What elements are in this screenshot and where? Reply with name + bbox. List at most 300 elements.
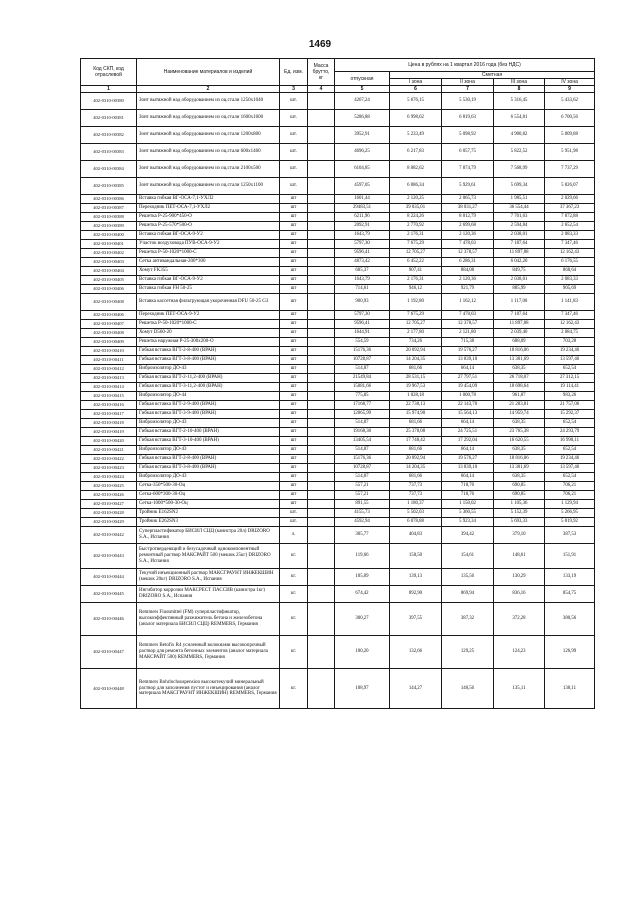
item-price-zone-2: 5 360,55 — [442, 509, 494, 518]
table-row — [81, 204, 595, 213]
item-name: Гибкая вставка ВГТ-3-9-400 (ВРАН) — [137, 410, 280, 419]
item-price-zone-2: 715,38 — [442, 338, 494, 347]
item-name: Решетка Р-25-570*500-О — [137, 222, 280, 231]
column-number: 9 — [545, 86, 595, 93]
table-row — [81, 603, 595, 636]
table-body — [81, 93, 595, 709]
item-price-zone-4: 652,54 — [545, 473, 595, 482]
item-release-price: 1643,79 — [335, 276, 390, 285]
item-unit: шт. — [280, 161, 308, 178]
table-row — [81, 222, 595, 231]
item-price-zone-2: 19 576,27 — [442, 455, 494, 464]
item-price-zone-2: 22 143,70 — [442, 401, 494, 410]
item-price-zone-1: 397,55 — [390, 603, 442, 636]
table-row — [81, 249, 595, 258]
item-price-zone-1: 907,41 — [390, 267, 442, 276]
item-price-zone-1: 20 092,94 — [390, 455, 442, 464]
item-price-zone-1: 737,73 — [390, 491, 442, 500]
item-price-zone-1: 14 204,35 — [390, 356, 442, 365]
item-name: Зонт вытяжной над оборудованием из оц.стали 600х1460 — [137, 144, 280, 161]
item-name: Быстротвердеющий и безусадочный однокомпонентный ремонтный раствор МАКСРАЙТ 500 (мешок 25кг) DRIZORO S.A., Испания — [137, 544, 280, 569]
item-price-zone-1: 12 705,27 — [390, 249, 442, 258]
item-price-zone-1: 158,50 — [390, 544, 442, 569]
item-price-zone-4: 19 114,41 — [545, 383, 595, 392]
item-code: 402-0310-00418 — [81, 419, 137, 428]
item-code: 402-0310-00426 — [81, 491, 137, 500]
item-code: 402-0310-00415 — [81, 392, 137, 401]
item-code: 402-0310-00382 — [81, 127, 137, 144]
item-price-zone-2: 718,76 — [442, 491, 494, 500]
table-row — [81, 446, 595, 455]
table-row — [81, 482, 595, 491]
item-unit: кг. — [280, 636, 308, 669]
item-unit: кг. — [280, 544, 308, 569]
item-price-zone-3: 13 301,69 — [494, 464, 545, 473]
item-name: Виброизолятор ДО-43 — [137, 473, 280, 482]
item-name: Сетка антивандальная-200*300 — [137, 258, 280, 267]
item-price-zone-3: 690,85 — [494, 491, 545, 500]
item-release-price: 3952,91 — [335, 127, 390, 144]
item-price-zone-1: 734,26 — [390, 338, 442, 347]
item-release-price: 9596,41 — [335, 320, 390, 329]
item-price-zone-3: 2 038,01 — [494, 276, 545, 285]
item-mass — [308, 428, 335, 437]
table-row — [81, 110, 595, 127]
item-mass — [308, 267, 335, 276]
item-price-zone-1: 139,13 — [390, 569, 442, 586]
item-price-zone-2: 140,56 — [442, 669, 494, 709]
item-price-zone-1: 8 082,62 — [390, 161, 442, 178]
item-name: Виброизолятор ДО-43 — [137, 446, 280, 455]
item-unit: кг. — [280, 669, 308, 709]
column-number: 6 — [390, 86, 442, 93]
item-code: 402-0310-00420 — [81, 437, 137, 446]
item-code: 402-0310-00414 — [81, 383, 137, 392]
item-price-zone-2: 2 120,36 — [442, 231, 494, 240]
item-release-price: 4155,73 — [335, 509, 390, 518]
item-price-zone-3: 638,35 — [494, 473, 545, 482]
item-unit: шт — [280, 401, 308, 410]
item-price-zone-2: 17 292,04 — [442, 437, 494, 446]
item-price-zone-2: 5 923,34 — [442, 518, 494, 527]
item-release-price: 300,27 — [335, 603, 390, 636]
item-unit: шт — [280, 428, 308, 437]
item-price-zone-3: 6 554,81 — [494, 110, 545, 127]
item-price-zone-3: 5 699,34 — [494, 178, 545, 195]
item-code: 402-0310-00403 — [81, 258, 137, 267]
item-release-price: 554,59 — [335, 338, 390, 347]
item-price-zone-2: 5 929,61 — [442, 178, 494, 195]
item-name: Вставка гибкая ВГ-ОСА-7,1-УХЛ2 — [137, 195, 280, 204]
item-price-zone-1: 12 705,27 — [390, 320, 442, 329]
item-unit: шт — [280, 383, 308, 392]
item-unit: шт. — [280, 144, 308, 161]
item-price-zone-2: 19 454,09 — [442, 383, 494, 392]
item-price-zone-1: 39 035,01 — [390, 204, 442, 213]
column-number: 7 — [442, 86, 494, 93]
item-price-zone-1: 737,73 — [390, 482, 442, 491]
table-row — [81, 144, 595, 161]
item-code: 402-0310-00446 — [81, 603, 137, 636]
table-row — [81, 392, 595, 401]
item-price-zone-2: 7 478,03 — [442, 240, 494, 249]
item-price-zone-4: 12 162,43 — [545, 320, 595, 329]
item-price-zone-3: 13 301,69 — [494, 356, 545, 365]
item-unit: шт — [280, 294, 308, 311]
item-code: 402-0310-00383 — [81, 144, 137, 161]
item-unit: л. — [280, 527, 308, 544]
item-unit: шт — [280, 374, 308, 383]
item-code: 402-0310-00448 — [81, 669, 137, 709]
item-unit: кг. — [280, 586, 308, 603]
item-price-zone-2: 394,42 — [442, 527, 494, 544]
item-code: 402-0310-00386 — [81, 195, 137, 204]
item-price-zone-4: 5 819,92 — [545, 518, 595, 527]
item-unit: шт — [280, 392, 308, 401]
item-price-zone-1: 25 378,08 — [390, 428, 442, 437]
item-code: 402-0310-00385 — [81, 178, 137, 195]
item-price-zone-4: 6 176,55 — [545, 258, 595, 267]
item-mass — [308, 311, 335, 320]
item-code: 402-0310-00402 — [81, 249, 137, 258]
item-price-zone-3: 5 152,39 — [494, 509, 545, 518]
item-price-zone-1: 20 092,94 — [390, 347, 442, 356]
item-code: 402-0310-00424 — [81, 473, 137, 482]
item-mass — [308, 455, 335, 464]
item-price-zone-3: 135,11 — [494, 669, 545, 709]
item-name: Гибкая вставка ВГТ-2-8-400 (ВРАН) — [137, 455, 280, 464]
item-price-zone-3: 638,35 — [494, 365, 545, 374]
item-name: Виброизолятор ДО-43 — [137, 419, 280, 428]
item-price-zone-4: 5 826,07 — [545, 178, 595, 195]
table-row — [81, 127, 595, 144]
item-price-zone-1: 681,66 — [390, 419, 442, 428]
item-price-zone-2: 664,14 — [442, 446, 494, 455]
item-unit: шт — [280, 329, 308, 338]
item-mass — [308, 419, 335, 428]
item-mass — [308, 294, 335, 311]
item-unit: шт — [280, 276, 308, 285]
column-number: 5 — [335, 86, 390, 93]
table-row — [81, 419, 595, 428]
item-release-price: 4696,25 — [335, 144, 390, 161]
price-table — [80, 58, 595, 709]
column-number: 1 — [81, 86, 137, 93]
item-price-zone-4: 21 757,06 — [545, 401, 595, 410]
item-price-zone-4: 1 129,94 — [545, 500, 595, 509]
item-mass — [308, 401, 335, 410]
item-unit: шт — [280, 222, 308, 231]
item-price-zone-2: 7 478,03 — [442, 311, 494, 320]
item-price-zone-2: 387,32 — [442, 603, 494, 636]
item-mass — [308, 603, 335, 636]
item-mass — [308, 240, 335, 249]
item-code: 402-0310-00444 — [81, 569, 137, 586]
item-name: Гибкая вставка ВГТ-2-10-400 (ВРАН) — [137, 428, 280, 437]
item-code: 402-0310-00406 — [81, 285, 137, 294]
item-release-price: 775,85 — [335, 392, 390, 401]
item-release-price: 714,61 — [335, 285, 390, 294]
item-unit: шт — [280, 356, 308, 365]
header-name: Наименование материалов и изделий — [137, 59, 280, 86]
item-mass — [308, 338, 335, 347]
item-price-zone-4: 5 009,88 — [545, 127, 595, 144]
item-price-zone-3: 5 316,45 — [494, 93, 545, 110]
item-price-zone-1: 892,90 — [390, 586, 442, 603]
item-price-zone-2: 27 797,51 — [442, 374, 494, 383]
header-zone-3: III зона — [494, 79, 545, 86]
item-release-price: 15176,36 — [335, 455, 390, 464]
table-row — [81, 285, 595, 294]
item-price-zone-4: 7 737,29 — [545, 161, 595, 178]
item-unit: шт — [280, 195, 308, 204]
item-mass — [308, 669, 335, 709]
item-release-price: 685,37 — [335, 267, 390, 276]
table-row — [81, 213, 595, 222]
item-price-zone-2: 718,76 — [442, 482, 494, 491]
item-price-zone-1: 19 967,53 — [390, 383, 442, 392]
item-price-zone-2: 6 057,75 — [442, 144, 494, 161]
item-price-zone-3: 885,99 — [494, 285, 545, 294]
item-release-price: 21549,84 — [335, 374, 390, 383]
item-price-zone-1: 5 676,15 — [390, 93, 442, 110]
item-price-zone-3: 6 042,20 — [494, 258, 545, 267]
item-price-zone-4: 138,11 — [545, 669, 595, 709]
item-price-zone-2: 13 839,10 — [442, 356, 494, 365]
item-unit: шт — [280, 267, 308, 276]
table-row — [81, 586, 595, 603]
table-row — [81, 231, 595, 240]
item-price-zone-4: 19 234,46 — [545, 347, 595, 356]
table-row — [81, 338, 595, 347]
item-code: 402-0310-00443 — [81, 544, 137, 569]
item-price-zone-3: 690,85 — [494, 482, 545, 491]
item-price-zone-4: 37 367,23 — [545, 204, 595, 213]
item-price-zone-2: 13 839,10 — [442, 464, 494, 473]
item-unit: шт — [280, 473, 308, 482]
item-price-zone-3: 5 693,33 — [494, 518, 545, 527]
item-name: Хомут D560-20 — [137, 329, 280, 338]
item-release-price: 557,21 — [335, 491, 390, 500]
table-row — [81, 401, 595, 410]
item-code: 402-0310-00416 — [81, 401, 137, 410]
item-mass — [308, 258, 335, 267]
item-price-zone-3: 26 718,07 — [494, 374, 545, 383]
item-price-zone-4: 2 029,66 — [545, 195, 595, 204]
item-price-zone-3: 18 698,64 — [494, 383, 545, 392]
item-mass — [308, 285, 335, 294]
item-name: Виброизолятор ДО-44 — [137, 392, 280, 401]
table-row — [81, 320, 595, 329]
item-release-price: 105,09 — [335, 569, 390, 586]
item-price-zone-3: 11 897,88 — [494, 249, 545, 258]
item-price-zone-4: 703,28 — [545, 338, 595, 347]
item-price-zone-2: 1 162,12 — [442, 294, 494, 311]
item-price-zone-1: 1 028,18 — [390, 392, 442, 401]
item-price-zone-3: 7 701,63 — [494, 213, 545, 222]
item-price-zone-3: 7 187,64 — [494, 240, 545, 249]
item-name: Гибкая вставка ВГТ-2-11,2-400 (ВРАН) — [137, 374, 280, 383]
item-price-zone-4: 13 597,46 — [545, 464, 595, 473]
item-mass — [308, 544, 335, 569]
header-mass: Масса брутто, кг — [308, 59, 335, 86]
item-price-zone-4: 5 433,62 — [545, 93, 595, 110]
item-price-zone-4: 706,21 — [545, 482, 595, 491]
item-mass — [308, 586, 335, 603]
table-row — [81, 311, 595, 320]
item-price-zone-3: 14 959,74 — [494, 410, 545, 419]
table-row — [81, 178, 595, 195]
item-mass — [308, 569, 335, 586]
item-release-price: 1643,79 — [335, 231, 390, 240]
table-row — [81, 93, 595, 110]
item-mass — [308, 473, 335, 482]
item-name: Remmers Bohrlochsuspension высокотекучий минеральный раствор для заполнения пустот и инъецирования (аналог материала МАКСГРАУНТ ИНЖЕКШИН) REMMERS, Германия — [137, 669, 280, 709]
item-code: 402-0310-00405 — [81, 276, 137, 285]
item-price-zone-1: 404,83 — [390, 527, 442, 544]
item-mass — [308, 464, 335, 473]
item-name: Зонт вытяжной над оборудованием из оц.стали 1200х800 — [137, 127, 280, 144]
item-price-zone-4: 5 266,95 — [545, 509, 595, 518]
table-row — [81, 267, 595, 276]
item-mass — [308, 110, 335, 127]
header-estimate-price: Сметная — [390, 72, 595, 79]
item-price-zone-4: 151,91 — [545, 544, 595, 569]
table-row — [81, 276, 595, 285]
item-price-zone-4: 2 083,33 — [545, 276, 595, 285]
item-mass — [308, 178, 335, 195]
item-unit: шт — [280, 249, 308, 258]
item-release-price: 674,42 — [335, 586, 390, 603]
table-row — [81, 240, 595, 249]
item-price-zone-3: 5 822,52 — [494, 144, 545, 161]
item-mass — [308, 518, 335, 527]
item-release-price: 6104,85 — [335, 161, 390, 178]
item-release-price: 1601,44 — [335, 195, 390, 204]
item-release-price: 891,55 — [335, 500, 390, 509]
item-unit: кг. — [280, 603, 308, 636]
item-mass — [308, 329, 335, 338]
item-code: 402-0310-00427 — [81, 500, 137, 509]
item-unit: шт — [280, 464, 308, 473]
item-code: 402-0310-00417 — [81, 410, 137, 419]
item-price-zone-3: 2 038,01 — [494, 231, 545, 240]
item-name: Remmers Betofix R4 усиленный волокнами высокопрочный раствор для ремонта бетонных элементов (аналог материала МАКСРАЙТ 500) REMMERS, Германия — [137, 636, 280, 669]
table-header — [81, 59, 595, 93]
item-price-zone-3: 18 816,06 — [494, 347, 545, 356]
item-unit: шт — [280, 204, 308, 213]
item-price-zone-4: 19 234,46 — [545, 455, 595, 464]
item-price-zone-1: 28 531,15 — [390, 374, 442, 383]
item-price-zone-2: 664,14 — [442, 419, 494, 428]
item-price-zone-2: 5 530,19 — [442, 93, 494, 110]
item-price-zone-4: 854,75 — [545, 586, 595, 603]
item-release-price: 4592,94 — [335, 518, 390, 527]
item-price-zone-1: 6 998,62 — [390, 110, 442, 127]
price-table-sheet — [80, 58, 594, 709]
item-release-price: 19168,30 — [335, 428, 390, 437]
item-price-zone-1: 1 180,37 — [390, 500, 442, 509]
item-price-zone-4: 652,54 — [545, 365, 595, 374]
item-unit: шт — [280, 419, 308, 428]
item-unit: шт — [280, 410, 308, 419]
item-name: Ингибитор коррозии МАКСРЕСТ ПАССИВ (канистра 1кг) DRIZORO S.A., Испания — [137, 586, 280, 603]
item-price-zone-4: 868,64 — [545, 267, 595, 276]
item-name: Решетка наружная Р-25-300х200-О — [137, 338, 280, 347]
item-price-zone-2: 6 286,31 — [442, 258, 494, 267]
item-mass — [308, 365, 335, 374]
item-price-zone-2: 19 576,27 — [442, 347, 494, 356]
item-price-zone-1: 5 502,03 — [390, 509, 442, 518]
item-mass — [308, 383, 335, 392]
item-price-zone-3: 372,28 — [494, 603, 545, 636]
item-name: Решетка Р-50-1020*1000-С — [137, 320, 280, 329]
item-price-zone-1: 6 078,88 — [390, 518, 442, 527]
table-row — [81, 518, 595, 527]
item-mass — [308, 482, 335, 491]
item-price-zone-1: 8 224,26 — [390, 213, 442, 222]
item-price-zone-4: 24 293,79 — [545, 428, 595, 437]
item-release-price: 17168,77 — [335, 401, 390, 410]
item-price-zone-1: 681,66 — [390, 446, 442, 455]
header-unit: Ед. изм. — [280, 59, 308, 86]
item-release-price: 5797,30 — [335, 311, 390, 320]
item-mass — [308, 636, 335, 669]
item-price-zone-1: 132,66 — [390, 636, 442, 669]
item-price-zone-3: 11 897,88 — [494, 320, 545, 329]
item-name: Тройник Е262SN3 — [137, 518, 280, 527]
item-price-zone-1: 7 675,29 — [390, 311, 442, 320]
item-code: 402-0310-00411 — [81, 356, 137, 365]
item-price-zone-1: 6 086,34 — [390, 178, 442, 195]
item-name: Суперпластификатор БИСИЛ СЦЦ (канистра 20л) DRIZORO S.A., Испания — [137, 527, 280, 544]
item-price-zone-2: 1 150,02 — [442, 500, 494, 509]
item-price-zone-4: 905,69 — [545, 285, 595, 294]
item-unit: шт. — [280, 110, 308, 127]
item-release-price: 4597,05 — [335, 178, 390, 195]
item-price-zone-1: 2 176,31 — [390, 231, 442, 240]
item-unit: шт — [280, 482, 308, 491]
item-price-zone-2: 2 699,68 — [442, 222, 494, 231]
item-code: 402-0310-00419 — [81, 428, 137, 437]
item-name: Участок воздуховода ПУВ-ОСА-9-У2 — [137, 240, 280, 249]
header-zone-4: IV зона — [545, 79, 595, 86]
header-zone-1: I зона — [390, 79, 442, 86]
item-price-zone-2: 2 120,36 — [442, 276, 494, 285]
item-mass — [308, 347, 335, 356]
table-row — [81, 329, 595, 338]
item-name: Вставка кассетная фильтрующая укороченная DFU 50-25 G3 — [137, 294, 280, 311]
table-row — [81, 509, 595, 518]
item-mass — [308, 374, 335, 383]
item-release-price: 15081,66 — [335, 383, 390, 392]
item-code: 402-0310-00406 — [81, 311, 137, 320]
item-price-zone-4: 652,54 — [545, 419, 595, 428]
item-price-zone-4: 13 597,46 — [545, 356, 595, 365]
item-release-price: 108,97 — [335, 669, 390, 709]
item-price-zone-2: 869,94 — [442, 586, 494, 603]
item-unit: шт — [280, 320, 308, 329]
item-price-zone-2: 7 874,79 — [442, 161, 494, 178]
item-name: Хомут FK355 — [137, 267, 280, 276]
item-name: Сетка-600*300-30-Оц — [137, 491, 280, 500]
item-price-zone-3: 2 594,84 — [494, 222, 545, 231]
item-price-zone-2: 664,14 — [442, 473, 494, 482]
item-code: 402-0310-00388 — [81, 213, 137, 222]
item-price-zone-4: 7 347,46 — [545, 240, 595, 249]
item-mass — [308, 222, 335, 231]
item-code: 402-0310-00384 — [81, 161, 137, 178]
